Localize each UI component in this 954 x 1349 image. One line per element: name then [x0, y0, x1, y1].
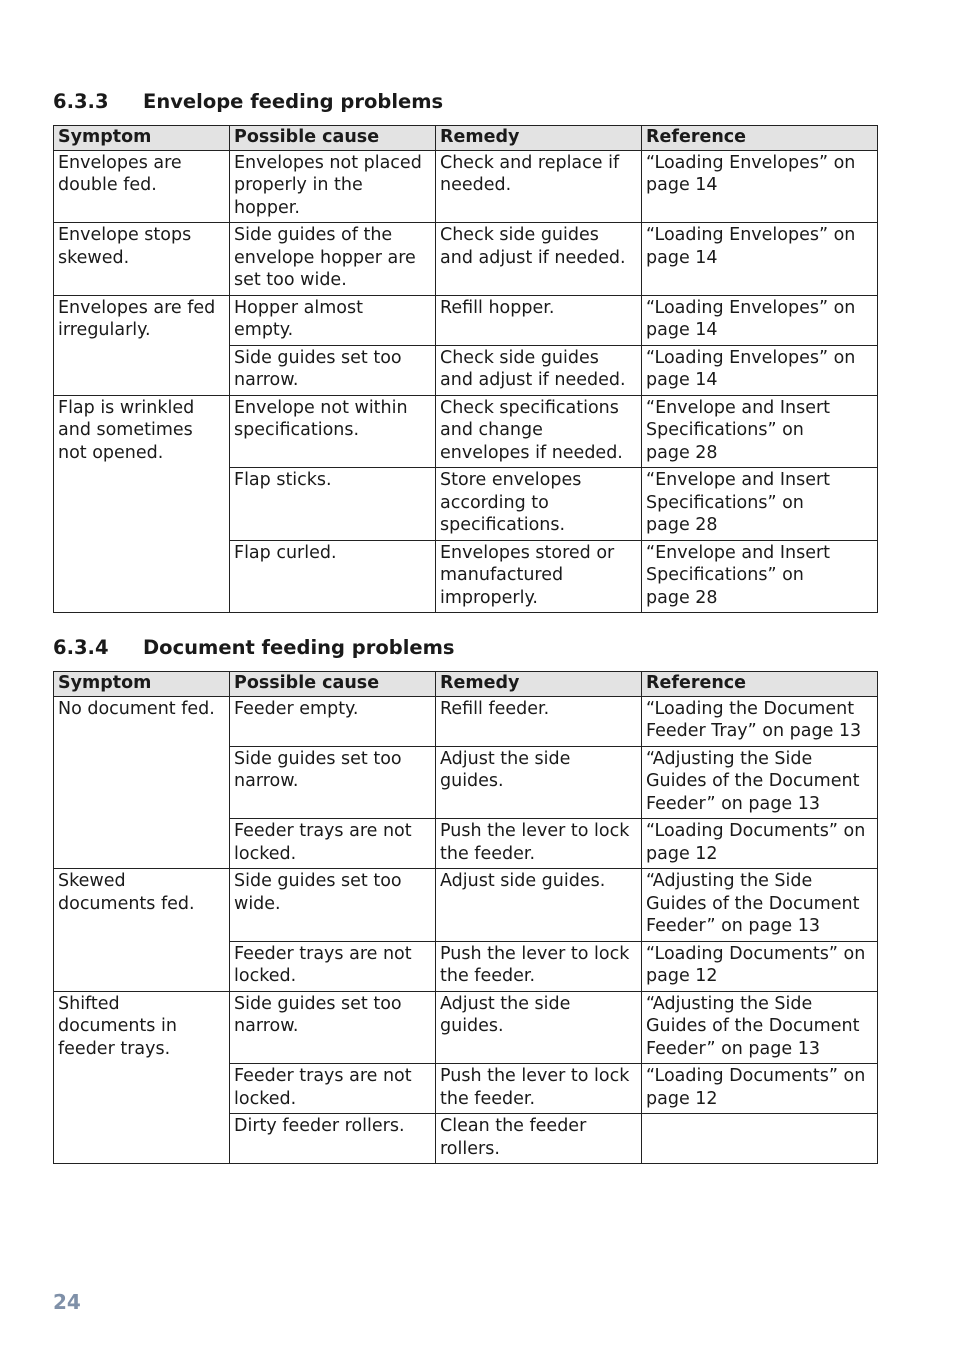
cause-cell: Feeder empty. — [230, 696, 436, 746]
remedy-cell: Push the lever to lock the feeder. — [436, 819, 642, 869]
cause-cell: Feeder trays are not locked. — [230, 819, 436, 869]
table-row — [54, 869, 878, 942]
header-reference: Reference — [642, 672, 878, 697]
reference-cell: “Loading Documents” on page 12 — [642, 941, 878, 991]
envelope-feeding-section — [53, 88, 877, 613]
remedy-cell: Clean the feeder rollers. — [436, 1114, 642, 1164]
cause-cell: Envelope not within specifications. — [230, 395, 436, 468]
remedy-cell: Envelopes stored or manufactured improperly. — [436, 540, 642, 613]
section-heading — [53, 634, 877, 662]
symptom-cell: Envelope stops skewed. — [54, 223, 230, 296]
remedy-cell: Refill feeder. — [436, 696, 642, 746]
section-number: 6.3.3 — [53, 90, 109, 113]
cause-cell: Side guides set too wide. — [230, 869, 436, 942]
document-troubleshooting-table — [53, 671, 878, 1164]
reference-cell: “Loading Envelopes” on page 14 — [642, 295, 878, 345]
header-symptom: Symptom — [54, 672, 230, 697]
reference-cell: “Adjusting the Side Guides of the Document Feeder” on page 13 — [642, 869, 878, 942]
cause-cell: Envelopes not placed properly in the hopper. — [230, 150, 436, 223]
header-remedy: Remedy — [436, 672, 642, 697]
cause-cell: Flap curled. — [230, 540, 436, 613]
page-number: 24 — [53, 1290, 81, 1314]
cause-cell: Dirty feeder rollers. — [230, 1114, 436, 1164]
table-row — [54, 223, 878, 296]
reference-cell: “Envelope and Insert Specifications” on page 28 — [642, 395, 878, 468]
reference-cell: “Adjusting the Side Guides of the Document Feeder” on page 13 — [642, 746, 878, 819]
cause-cell: Feeder trays are not locked. — [230, 941, 436, 991]
cause-cell: Feeder trays are not locked. — [230, 1064, 436, 1114]
cause-cell: Side guides set too narrow. — [230, 991, 436, 1064]
remedy-cell: Store envelopes according to specifications. — [436, 468, 642, 541]
cause-cell: Side guides set too narrow. — [230, 746, 436, 819]
reference-cell: “Loading Envelopes” on page 14 — [642, 150, 878, 223]
header-symptom: Symptom — [54, 126, 230, 151]
header-reference: Reference — [642, 126, 878, 151]
remedy-cell: Adjust the side guides. — [436, 991, 642, 1064]
reference-cell — [642, 1114, 878, 1164]
remedy-cell: Push the lever to lock the feeder. — [436, 1064, 642, 1114]
reference-cell: “Envelope and Insert Specifications” on page 28 — [642, 468, 878, 541]
reference-cell: “Loading Documents” on page 12 — [642, 1064, 878, 1114]
reference-cell: “Loading Documents” on page 12 — [642, 819, 878, 869]
symptom-cell: Envelopes are fed irregularly. — [54, 295, 230, 395]
header-remedy: Remedy — [436, 126, 642, 151]
reference-cell: “Envelope and Insert Specifications” on page 28 — [642, 540, 878, 613]
table-header-row — [54, 126, 878, 151]
symptom-cell: No document fed. — [54, 696, 230, 869]
remedy-cell: Check side guides and adjust if needed. — [436, 345, 642, 395]
reference-cell: “Adjusting the Side Guides of the Document Feeder” on page 13 — [642, 991, 878, 1064]
reference-cell: “Loading the Document Feeder Tray” on page 13 — [642, 696, 878, 746]
header-possible-cause: Possible cause — [230, 126, 436, 151]
document-feeding-section — [53, 634, 877, 1164]
remedy-cell: Adjust side guides. — [436, 869, 642, 942]
table-row — [54, 991, 878, 1064]
cause-cell: Side guides set too narrow. — [230, 345, 436, 395]
remedy-cell: Push the lever to lock the feeder. — [436, 941, 642, 991]
table-row — [54, 150, 878, 223]
remedy-cell: Adjust the side guides. — [436, 746, 642, 819]
symptom-cell: Flap is wrinkled and sometimes not opened. — [54, 395, 230, 613]
reference-cell: “Loading Envelopes” on page 14 — [642, 223, 878, 296]
section-number: 6.3.4 — [53, 636, 109, 659]
remedy-cell: Check and replace if needed. — [436, 150, 642, 223]
cause-cell: Side guides of the envelope hopper are set too wide. — [230, 223, 436, 296]
symptom-cell: Shifted documents in feeder trays. — [54, 991, 230, 1164]
table-row — [54, 696, 878, 746]
symptom-cell: Skewed documents fed. — [54, 869, 230, 992]
section-title: Envelope feeding problems — [143, 90, 444, 113]
table-header-row — [54, 672, 878, 697]
reference-cell: “Loading Envelopes” on page 14 — [642, 345, 878, 395]
remedy-cell: Check specifications and change envelopes if needed. — [436, 395, 642, 468]
table-row — [54, 295, 878, 345]
header-possible-cause: Possible cause — [230, 672, 436, 697]
section-heading — [53, 88, 877, 116]
symptom-cell: Envelopes are double fed. — [54, 150, 230, 223]
envelope-troubleshooting-table — [53, 125, 878, 613]
remedy-cell: Check side guides and adjust if needed. — [436, 223, 642, 296]
section-title: Document feeding problems — [143, 636, 455, 659]
cause-cell: Flap sticks. — [230, 468, 436, 541]
cause-cell: Hopper almost empty. — [230, 295, 436, 345]
remedy-cell: Refill hopper. — [436, 295, 642, 345]
table-row — [54, 395, 878, 468]
